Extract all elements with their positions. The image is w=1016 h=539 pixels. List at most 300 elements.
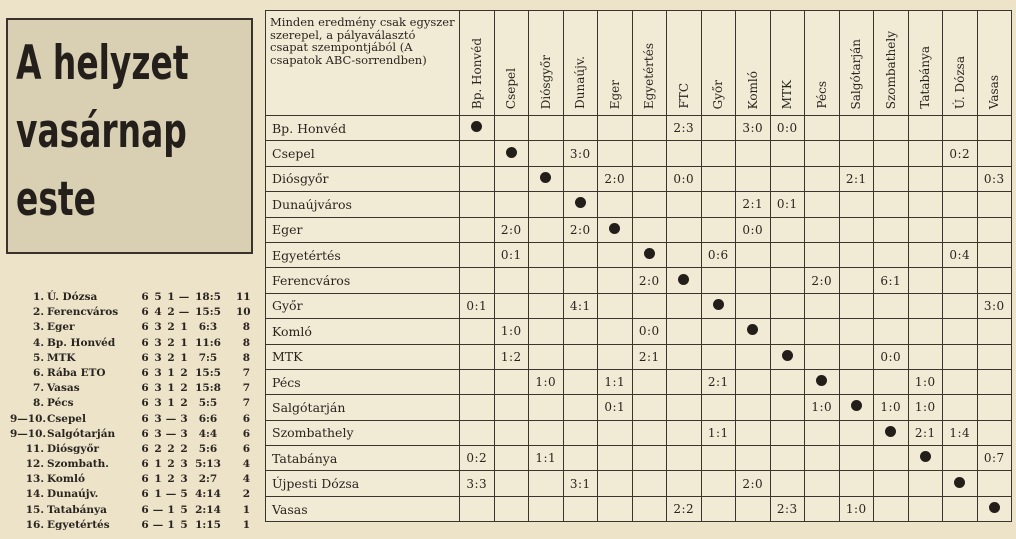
standings-team: Ferencváros — [47, 306, 119, 319]
match-result: 2:1 — [914, 425, 936, 440]
standings-won: 2 — [154, 442, 162, 455]
standings-played: 6 — [141, 351, 149, 364]
result-cell — [908, 369, 943, 394]
standings-won: — — [152, 518, 164, 531]
result-cell — [460, 319, 495, 344]
row-team-name: Komló — [266, 319, 460, 344]
result-cell — [632, 293, 667, 318]
standings-goals: 18:5 — [195, 291, 221, 303]
result-cell — [563, 319, 598, 344]
standings-points: 6 — [242, 427, 250, 440]
result-cell — [805, 242, 840, 267]
standings-played: 6 — [141, 503, 149, 516]
standings-team: Rába ETO — [47, 366, 106, 379]
column-header — [805, 11, 840, 116]
result-cell — [943, 293, 978, 318]
result-cell — [770, 446, 805, 471]
result-cell — [598, 420, 633, 445]
result-cell — [874, 446, 909, 471]
column-header-label: Ú. Dózsa — [952, 55, 967, 109]
standings-won: 1 — [154, 458, 162, 471]
standings-lost: 5 — [180, 518, 188, 531]
result-cell — [839, 141, 874, 166]
result-cell — [736, 116, 771, 141]
column-header — [667, 11, 702, 116]
result-cell — [805, 395, 840, 420]
result-cell — [667, 192, 702, 217]
result-cell — [908, 293, 943, 318]
result-cell — [736, 242, 771, 267]
result-cell — [770, 293, 805, 318]
result-cell — [494, 217, 529, 242]
result-cell — [770, 268, 805, 293]
match-result: 0:4 — [949, 248, 971, 263]
standings-goals: 7:5 — [198, 351, 218, 364]
standings-drawn: 1 — [167, 291, 175, 303]
row-team-name: Vasas — [266, 496, 460, 521]
result-cell — [667, 395, 702, 420]
result-cell — [598, 141, 633, 166]
result-cell — [460, 496, 495, 521]
standings-played: 6 — [141, 291, 149, 303]
self-match-dot-icon — [678, 274, 689, 285]
result-cell — [460, 242, 495, 267]
standings-team: Ú. Dózsa — [47, 291, 98, 303]
result-cell — [908, 471, 943, 496]
result-cell — [494, 141, 529, 166]
standings-points: 7 — [242, 366, 250, 379]
self-match-dot-icon — [471, 121, 482, 132]
result-cell — [632, 268, 667, 293]
result-cell — [943, 116, 978, 141]
result-cell — [529, 192, 564, 217]
standings-drawn: 2 — [167, 306, 175, 319]
result-cell — [460, 166, 495, 191]
result-cell — [632, 446, 667, 471]
result-cell — [701, 319, 736, 344]
result-cell — [563, 471, 598, 496]
standings-points: 6 — [242, 412, 250, 425]
standings-lost: 1 — [180, 336, 188, 349]
result-cell — [529, 217, 564, 242]
result-cell — [529, 446, 564, 471]
result-cell — [598, 446, 633, 471]
standings-points: 4 — [242, 458, 250, 471]
match-result: 1:0 — [535, 375, 557, 390]
result-cell — [632, 395, 667, 420]
standings-row — [10, 442, 255, 457]
column-header — [943, 11, 978, 116]
result-cell — [908, 268, 943, 293]
self-match-dot-icon — [816, 375, 827, 386]
standings-goals: 6:3 — [198, 321, 218, 334]
result-cell — [494, 471, 529, 496]
result-cell — [460, 446, 495, 471]
result-cell — [736, 293, 771, 318]
match-result: 1:4 — [949, 425, 971, 440]
standings-points: 1 — [242, 518, 250, 531]
standings-drawn: — — [165, 427, 177, 440]
row-team-name: Eger — [266, 217, 460, 242]
standings-table — [10, 290, 255, 533]
match-result: 2:0 — [604, 171, 626, 186]
match-result: 2:1 — [742, 197, 764, 212]
standings-team: Vasas — [47, 382, 80, 395]
result-cell — [839, 116, 874, 141]
table-row — [266, 471, 1012, 496]
result-cell — [874, 116, 909, 141]
result-cell — [563, 217, 598, 242]
standings-drawn: 2 — [167, 442, 175, 455]
match-result: 0:1 — [776, 197, 798, 212]
result-cell — [977, 141, 1012, 166]
result-cell — [701, 217, 736, 242]
self-match-dot-icon — [989, 502, 1000, 513]
standings-won: 3 — [154, 382, 162, 395]
match-result: 1:0 — [880, 400, 902, 415]
standings-goals: 2:7 — [198, 473, 218, 486]
result-cell — [460, 420, 495, 445]
standings-played: 6 — [141, 366, 149, 379]
result-cell — [874, 192, 909, 217]
standings-won: 3 — [154, 427, 162, 440]
result-cell — [494, 496, 529, 521]
standings-points: 8 — [242, 351, 250, 364]
standings-drawn: 2 — [167, 336, 175, 349]
standings-rank: 2. — [33, 306, 44, 319]
standings-lost: 3 — [180, 412, 188, 425]
standings-lost: 3 — [180, 458, 188, 471]
result-cell — [805, 344, 840, 369]
result-cell — [977, 116, 1012, 141]
result-cell — [736, 192, 771, 217]
result-cell — [977, 471, 1012, 496]
result-cell — [494, 192, 529, 217]
result-cell — [977, 192, 1012, 217]
standings-points: 8 — [242, 336, 250, 349]
result-cell — [908, 217, 943, 242]
standings-rank: 7. — [33, 382, 44, 395]
result-cell — [770, 166, 805, 191]
row-team-name: Bp. Honvéd — [266, 116, 460, 141]
standings-lost: 2 — [180, 442, 188, 455]
result-cell — [632, 217, 667, 242]
standings-row — [10, 366, 255, 381]
standings-team: MTK — [47, 351, 76, 364]
row-team-name: Egyetértés — [266, 242, 460, 267]
result-cell — [494, 395, 529, 420]
standings-rank: 16. — [25, 518, 44, 531]
match-result: 2:0 — [811, 273, 833, 288]
match-result: 0:1 — [604, 400, 626, 415]
column-header — [874, 11, 909, 116]
result-cell — [494, 344, 529, 369]
standings-played: 6 — [141, 458, 149, 471]
result-cell — [598, 319, 633, 344]
table-row — [266, 141, 1012, 166]
self-match-dot-icon — [851, 400, 862, 411]
standings-drawn: 1 — [167, 397, 175, 410]
result-cell — [598, 344, 633, 369]
standings-won: 3 — [154, 412, 162, 425]
result-cell — [494, 116, 529, 141]
self-match-dot-icon — [747, 324, 758, 335]
match-result: 2:0 — [638, 273, 660, 288]
standings-goals: 15:5 — [195, 366, 221, 379]
standings-rank: 8. — [33, 397, 44, 410]
table-row — [266, 192, 1012, 217]
self-match-dot-icon — [885, 426, 896, 437]
result-cell — [736, 319, 771, 344]
result-cell — [529, 141, 564, 166]
row-team-name: Ferencváros — [266, 268, 460, 293]
standings-played: 6 — [141, 382, 149, 395]
self-match-dot-icon — [644, 248, 655, 259]
result-cell — [598, 471, 633, 496]
self-match-dot-icon — [920, 451, 931, 462]
result-cell — [701, 369, 736, 394]
results-grid — [265, 10, 1012, 522]
result-cell — [598, 369, 633, 394]
standings-row — [10, 427, 255, 442]
result-cell — [874, 166, 909, 191]
column-header-label: Pécs — [814, 81, 829, 109]
result-cell — [736, 166, 771, 191]
result-cell — [977, 344, 1012, 369]
result-cell — [736, 369, 771, 394]
match-result: 0:2 — [466, 451, 488, 466]
table-row — [266, 344, 1012, 369]
result-cell — [943, 268, 978, 293]
column-header-label: Eger — [607, 79, 622, 109]
result-cell — [529, 116, 564, 141]
standings-lost: 2 — [180, 366, 188, 379]
result-cell — [770, 116, 805, 141]
standings-team: Szombath. — [47, 458, 109, 471]
match-result: 2:0 — [569, 222, 591, 237]
result-cell — [943, 166, 978, 191]
result-cell — [839, 471, 874, 496]
standings-row — [10, 381, 255, 396]
result-cell — [736, 344, 771, 369]
result-cell — [874, 344, 909, 369]
result-cell — [736, 395, 771, 420]
standings-played: 6 — [141, 427, 149, 440]
result-cell — [701, 116, 736, 141]
match-result: 2:1 — [638, 349, 660, 364]
match-result: 2:2 — [673, 502, 695, 517]
result-cell — [770, 319, 805, 344]
standings-rank: 3. — [33, 321, 44, 334]
standings-row — [10, 487, 255, 502]
result-cell — [667, 471, 702, 496]
standings-rank: 1. — [33, 291, 44, 303]
standings-played: 6 — [141, 488, 149, 501]
result-cell — [494, 420, 529, 445]
result-cell — [805, 192, 840, 217]
result-cell — [529, 496, 564, 521]
row-team-name: Újpesti Dózsa — [266, 471, 460, 496]
standings-won: 5 — [154, 291, 162, 303]
result-cell — [701, 268, 736, 293]
result-cell — [529, 293, 564, 318]
result-cell — [908, 395, 943, 420]
standings-row — [10, 518, 255, 533]
match-result: 3:1 — [569, 476, 591, 491]
result-cell — [839, 319, 874, 344]
result-cell — [667, 496, 702, 521]
column-header — [460, 11, 495, 116]
standings-team: Pécs — [47, 397, 74, 410]
result-cell — [977, 369, 1012, 394]
result-cell — [598, 395, 633, 420]
match-result: 1:0 — [914, 375, 936, 390]
self-match-dot-icon — [713, 299, 724, 310]
result-cell — [460, 141, 495, 166]
row-team-name: Szombathely — [266, 420, 460, 445]
match-result: 0:1 — [466, 298, 488, 313]
standings-rank: 12. — [25, 458, 44, 471]
self-match-dot-icon — [609, 223, 620, 234]
result-cell — [632, 369, 667, 394]
result-cell — [494, 242, 529, 267]
result-cell — [908, 141, 943, 166]
column-header-label: Egyetértés — [642, 42, 657, 109]
match-result: 1:0 — [811, 400, 833, 415]
result-cell — [805, 116, 840, 141]
headline-box — [6, 18, 253, 254]
match-result: 2:1 — [707, 375, 729, 390]
result-cell — [701, 344, 736, 369]
result-cell — [494, 268, 529, 293]
result-cell — [805, 369, 840, 394]
result-cell — [943, 344, 978, 369]
standings-drawn: 2 — [167, 473, 175, 486]
result-cell — [805, 217, 840, 242]
result-cell — [529, 344, 564, 369]
result-cell — [667, 166, 702, 191]
result-cell — [598, 268, 633, 293]
table-row — [266, 293, 1012, 318]
match-result: 2:1 — [845, 171, 867, 186]
standings-row — [10, 396, 255, 411]
result-cell — [701, 242, 736, 267]
result-cell — [943, 217, 978, 242]
standings-goals: 11:6 — [195, 336, 221, 349]
result-cell — [977, 268, 1012, 293]
standings-rank: 6. — [33, 366, 44, 379]
result-cell — [632, 242, 667, 267]
match-result: 1:1 — [707, 425, 729, 440]
table-row — [266, 319, 1012, 344]
standings-played: 6 — [141, 518, 149, 531]
result-cell — [736, 496, 771, 521]
result-cell — [632, 141, 667, 166]
result-cell — [563, 420, 598, 445]
column-header-label: Szombathely — [883, 30, 898, 109]
result-cell — [977, 395, 1012, 420]
standings-goals: 1:15 — [195, 518, 221, 531]
match-result: 1:1 — [604, 375, 626, 390]
column-header — [908, 11, 943, 116]
result-cell — [943, 446, 978, 471]
result-cell — [805, 293, 840, 318]
standings-team: Bp. Honvéd — [47, 336, 116, 349]
result-cell — [770, 344, 805, 369]
row-team-name: Diósgyőr — [266, 166, 460, 191]
column-header — [736, 11, 771, 116]
standings-drawn: 2 — [167, 321, 175, 334]
match-result: 2:0 — [742, 476, 764, 491]
result-cell — [943, 242, 978, 267]
column-header-label: Dunaújv. — [573, 56, 588, 109]
standings-lost: 2 — [180, 397, 188, 410]
result-cell — [943, 395, 978, 420]
result-cell — [977, 217, 1012, 242]
result-cell — [529, 471, 564, 496]
result-cell — [736, 471, 771, 496]
standings-goals: 4:4 — [198, 427, 218, 440]
result-cell — [839, 217, 874, 242]
result-cell — [667, 446, 702, 471]
standings-lost: 1 — [180, 351, 188, 364]
column-header — [770, 11, 805, 116]
match-result: 6:1 — [880, 273, 902, 288]
result-cell — [770, 420, 805, 445]
result-cell — [529, 395, 564, 420]
result-cell — [563, 496, 598, 521]
table-row — [266, 395, 1012, 420]
match-result: 0:7 — [983, 451, 1005, 466]
column-header — [632, 11, 667, 116]
standings-lost: 5 — [180, 503, 188, 516]
standings-drawn: 2 — [167, 458, 175, 471]
match-result: 2:0 — [500, 222, 522, 237]
match-result: 0:0 — [776, 121, 798, 136]
result-cell — [805, 420, 840, 445]
standings-lost: 1 — [180, 321, 188, 334]
standings-drawn: 1 — [167, 366, 175, 379]
standings-played: 6 — [141, 412, 149, 425]
result-cell — [736, 268, 771, 293]
standings-row — [10, 320, 255, 335]
standings-drawn: 1 — [167, 382, 175, 395]
result-cell — [908, 420, 943, 445]
result-cell — [460, 344, 495, 369]
result-cell — [701, 420, 736, 445]
result-cell — [874, 319, 909, 344]
result-cell — [943, 420, 978, 445]
result-cell — [598, 242, 633, 267]
match-result: 3:0 — [569, 146, 591, 161]
result-cell — [529, 420, 564, 445]
result-cell — [667, 369, 702, 394]
result-cell — [494, 446, 529, 471]
result-cell — [598, 293, 633, 318]
result-cell — [908, 496, 943, 521]
result-cell — [701, 293, 736, 318]
result-cell — [632, 116, 667, 141]
result-cell — [632, 420, 667, 445]
result-cell — [736, 420, 771, 445]
result-cell — [908, 344, 943, 369]
result-cell — [770, 217, 805, 242]
result-cell — [632, 344, 667, 369]
row-team-name: Salgótarján — [266, 395, 460, 420]
result-cell — [494, 293, 529, 318]
result-cell — [977, 242, 1012, 267]
result-cell — [701, 395, 736, 420]
